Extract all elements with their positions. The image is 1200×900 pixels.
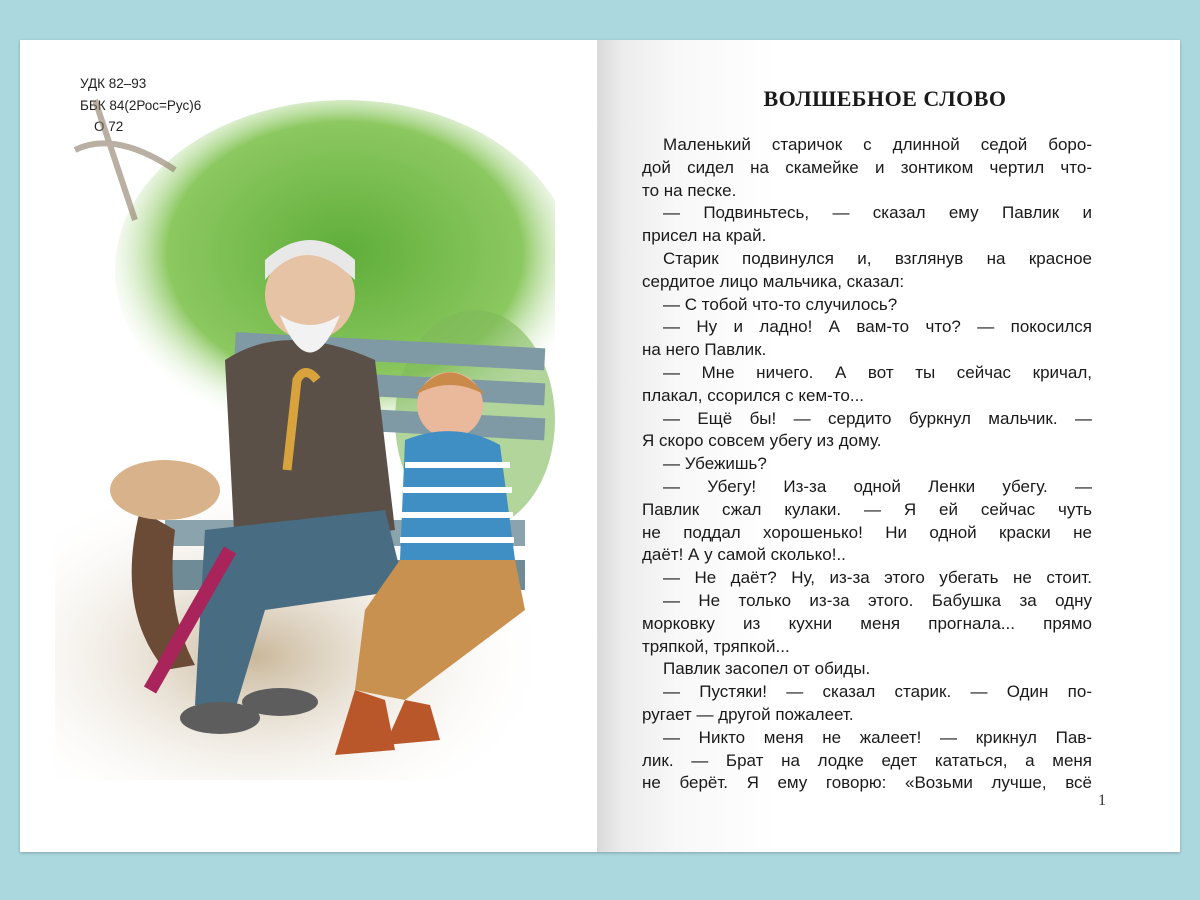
text-line: — Пустяки! — сказал старик. — Один по- <box>663 682 1092 702</box>
text-line: морковку из кухни меня прогнала... прямо <box>642 613 1092 633</box>
text-line: Павлик засопел от обиды. <box>663 659 871 679</box>
text-line: на него Павлик. <box>642 340 767 360</box>
page-number: 1 <box>1098 792 1106 809</box>
text-line: — С тобой что-то случилось? <box>663 294 898 314</box>
text-line: — Ну и ладно! А вам-то что? — покосился <box>663 317 1092 337</box>
author-mark: О 72 <box>94 119 124 134</box>
text-line: сердитое лицо мальчика, сказал: <box>642 271 905 291</box>
text-line: Маленький старичок с длинной седой боро- <box>663 135 1092 154</box>
text-line: плакал, ссорился с кем-то... <box>642 385 865 405</box>
text-line: Я скоро совсем убегу из дому. <box>642 431 882 451</box>
hat <box>110 460 220 520</box>
text-line: — Не даёт? Ну, из-за этого убегать не стоит. <box>663 568 1092 588</box>
text-line: присел на край. <box>642 226 767 246</box>
illustration-old-man-and-boy-on-bench <box>55 90 555 780</box>
text-line: ругает — другой пожалеет. <box>642 704 854 724</box>
text-line: — Ещё бы! — сердито буркнул мальчик. — <box>663 408 1092 428</box>
bbk-code: ББК 84(2Рос=Рус)6 <box>80 98 202 113</box>
text-line: лик. — Брат на лодке едет кататься, а меня <box>642 750 1092 770</box>
text-line: тряпкой, тряпкой... <box>642 636 790 656</box>
text-line: — Убегу! Из-за одной Ленки убегу. — <box>663 476 1092 496</box>
text-line: — Мне ничего. А вот ты сейчас кричал, <box>663 362 1092 382</box>
text-line: — Подвиньтесь, — сказал ему Павлик и <box>663 203 1092 223</box>
text-line: Старик подвинулся и, взглянув на красное <box>663 248 1092 268</box>
text-line: то на песке. <box>642 180 737 200</box>
text-line: — Никто меня не жалеет! — крикнул Пав- <box>663 727 1092 747</box>
text-line: Павлик сжал кулаки. — Я ей сейчас чуть <box>642 499 1092 519</box>
text-line: даёт! А у самой сколько!.. <box>642 545 846 565</box>
text-line: — Убежишь? <box>663 454 767 474</box>
text-line: не поддал хорошенько! Ни одной краски не <box>642 522 1092 542</box>
story-text <box>642 134 1092 795</box>
text-line: — Не только из-за этого. Бабушка за одну <box>663 590 1092 610</box>
text-line: не берёт. Я ему говорю: «Возьми лучше, всё <box>642 773 1092 793</box>
story-title: ВОЛШЕБНОЕ СЛОВО <box>763 86 1007 111</box>
udk-code: УДК 82–93 <box>80 76 147 91</box>
text-line: дой сидел на скамейке и зонтиком чертил что- <box>642 157 1092 177</box>
